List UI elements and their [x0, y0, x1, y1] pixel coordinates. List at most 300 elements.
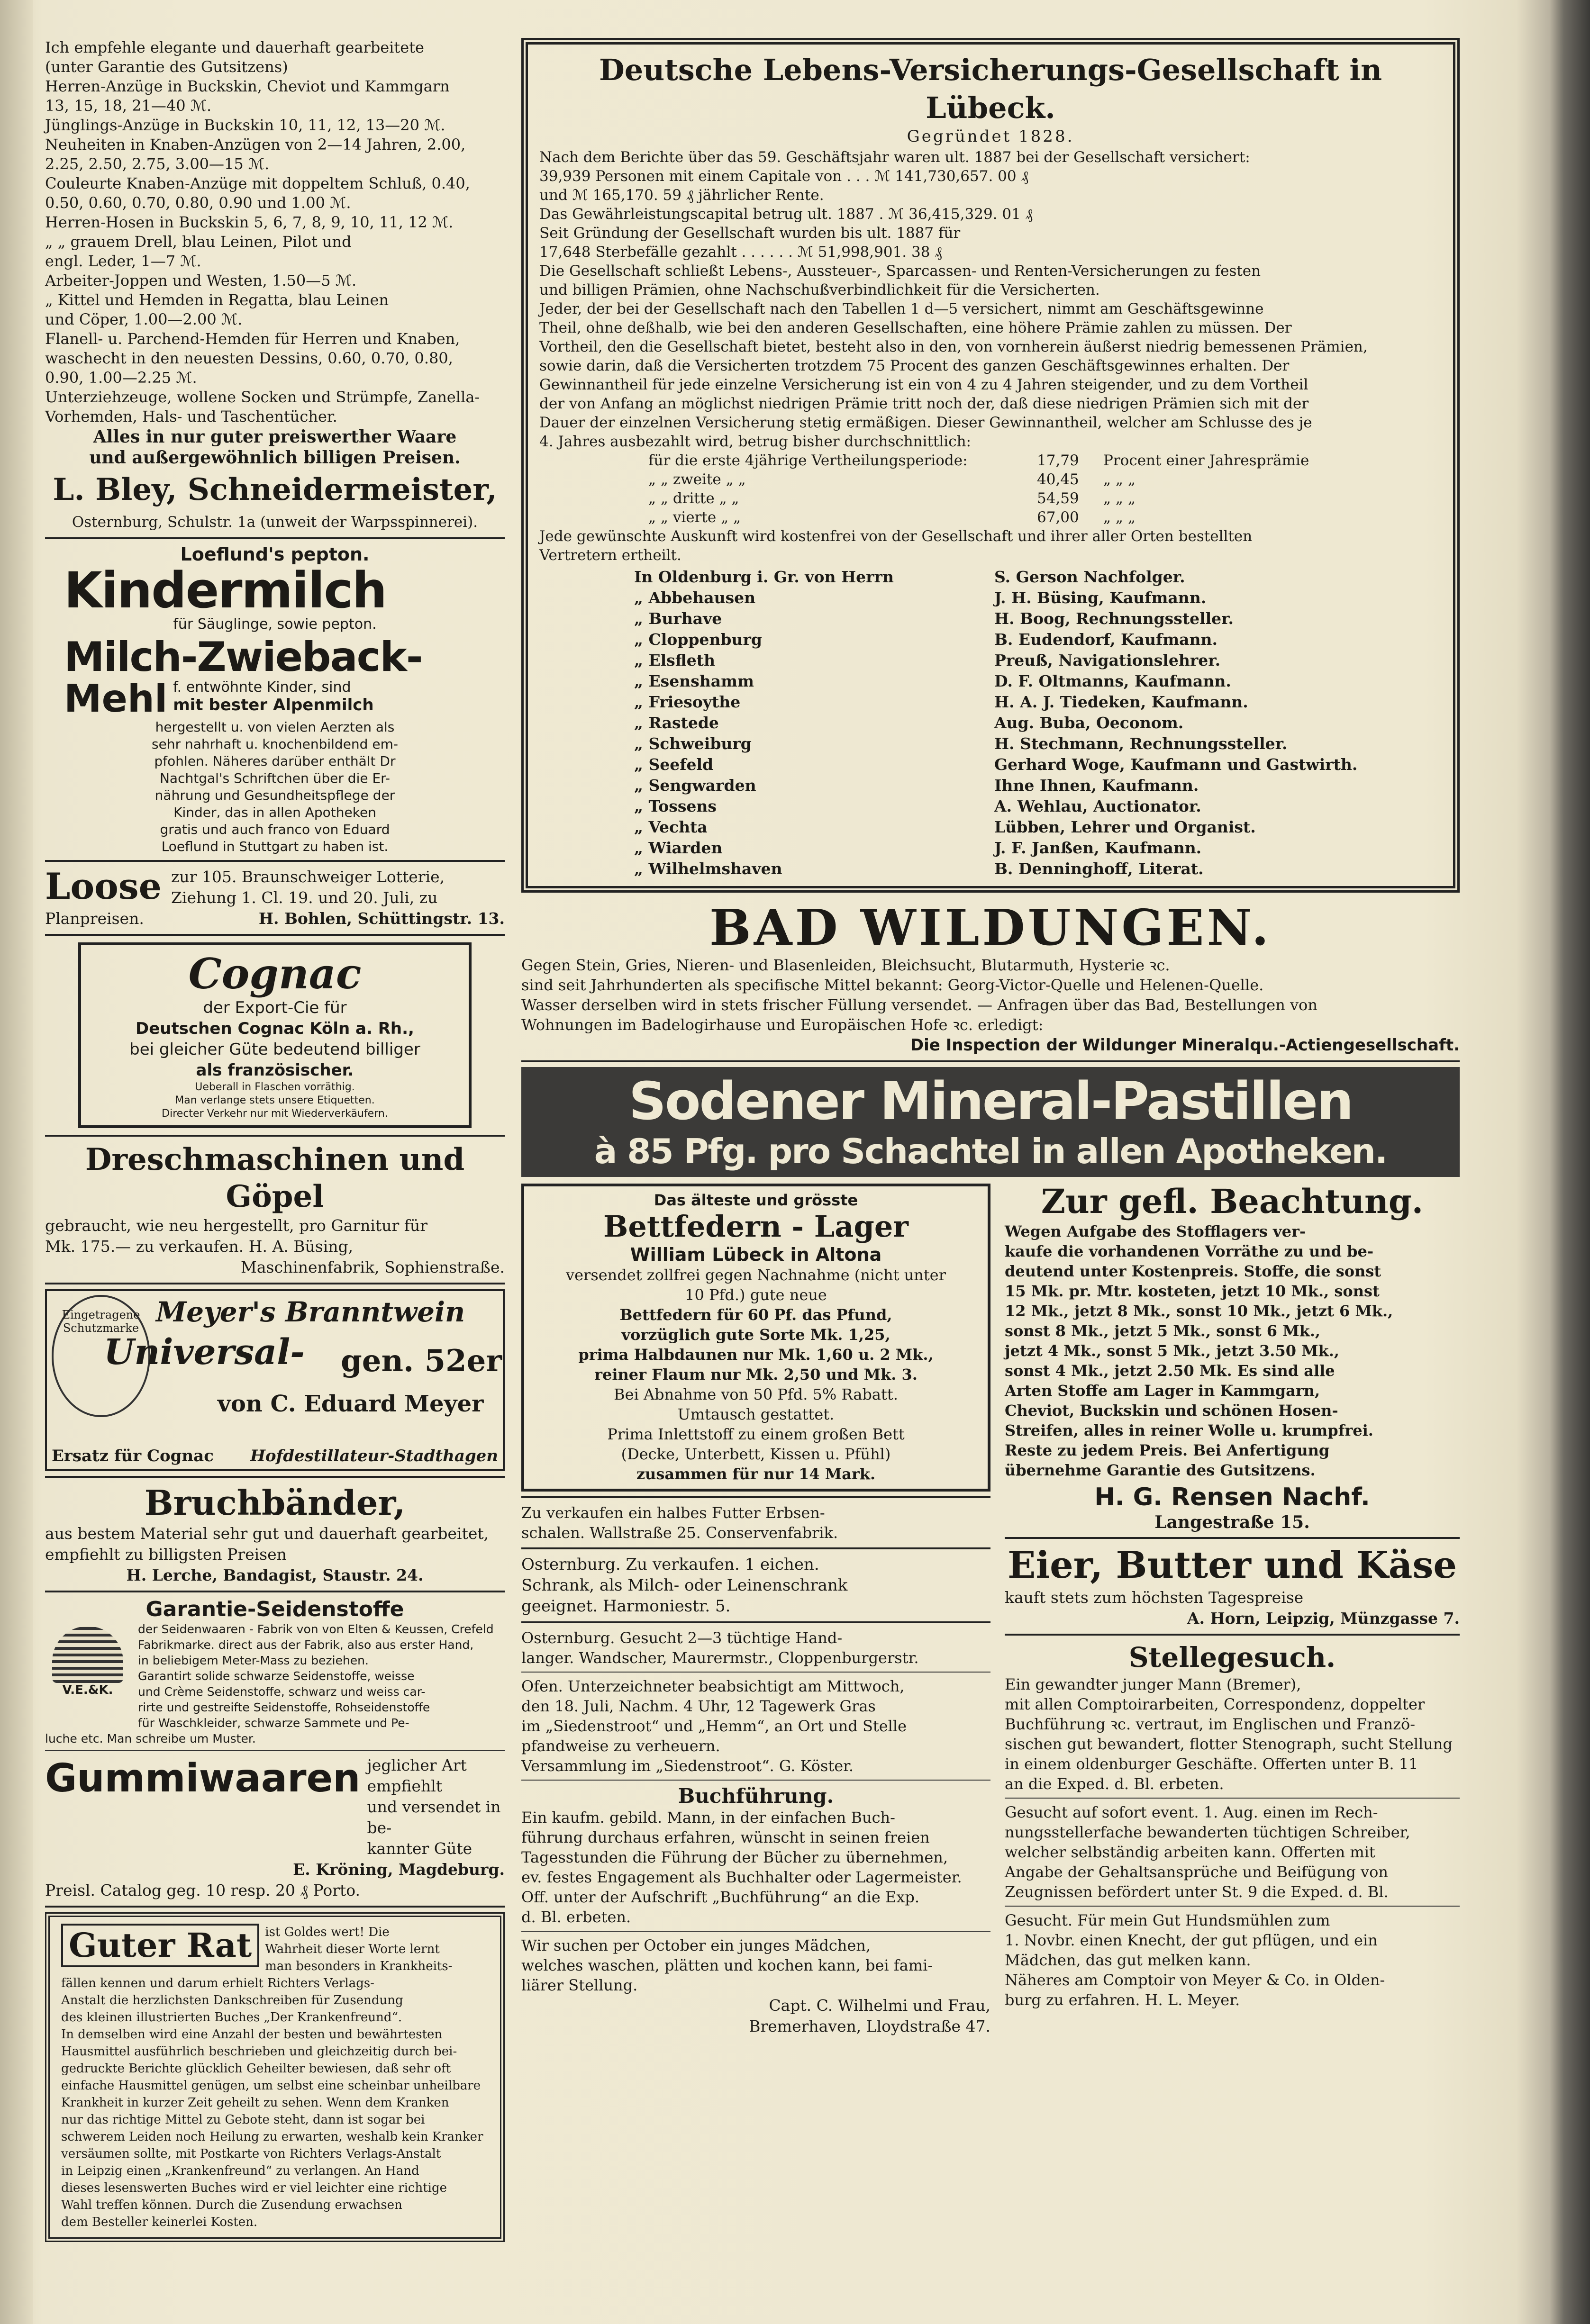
divider: [521, 1060, 1460, 1062]
text-line: burg zu erfahren. H. L. Meyer.: [1005, 1991, 1240, 2009]
dresch-title: Dreschmaschinen und Göpel: [85, 1142, 465, 1214]
text-line: Neuheiten in Knaben-Anzügen von 2—14 Jahren, 2.00,: [45, 136, 466, 154]
beacht-title: Zur gefl. Beachtung.: [1041, 1182, 1424, 1221]
agent-name: H. Boog, Rechnungssteller.: [994, 609, 1234, 628]
period-pct: 67,00: [1037, 509, 1079, 526]
text-line: fällen kennen und darum erhielt Richters Verlags-: [61, 1976, 374, 1990]
gras-ad: [521, 1676, 990, 1776]
text-line: Gegen Stein, Gries, Nieren- und Blasenleiden, Bleichsucht, Blutarmuth, Hysterie ꝛc.: [521, 956, 1170, 974]
agent-row: [634, 796, 1442, 817]
text-line: 0.50, 0.60, 0.70, 0.80, 0.90 und 1.00 ℳ.: [45, 194, 351, 212]
divider: [45, 537, 505, 539]
text-line: sonst 8 Mk., jetzt 5 Mk., sonst 6 Mk.,: [1005, 1322, 1321, 1340]
beacht-text: [1005, 1221, 1460, 1480]
text-line: schwerem Leiden noch Heilung zu erwarten, weshalb kein Kranker: [61, 2130, 483, 2144]
seide-mark-label: V.E.&K.: [62, 1683, 113, 1697]
rensen-address: Langestraße 15.: [1154, 1512, 1310, 1532]
agent-name: A. Wehlau, Auctionator.: [994, 797, 1201, 815]
text-line: Couleurte Knaben-Anzüge mit doppeltem Schluß, 0.40,: [45, 174, 470, 192]
loeflund-ad: [45, 544, 505, 855]
schrank-ad: [521, 1554, 990, 1617]
agent-place: „ Esenshamm: [634, 672, 754, 690]
meyer-gen: gen. 52er: [341, 1343, 502, 1379]
text-line: gedruckte Berichte glücklich Geheilter bewiesen, daß sehr oft: [61, 2062, 451, 2076]
text-line: Nachtgal's Schriftchen über die Er-: [159, 770, 391, 786]
bley-ad: [45, 38, 505, 533]
agent-row: [634, 817, 1442, 838]
agent-row: [634, 629, 1442, 650]
text-line: nährung und Gesundheitspflege der: [154, 787, 395, 803]
text-line: Gesucht. Für mein Gut Hundsmühlen zum: [1005, 1911, 1330, 1929]
period-label: für die erste 4jährige Vertheilungsperiode:: [648, 452, 968, 469]
text-line: 0.90, 1.00—2.25 ℳ.: [45, 369, 197, 387]
text-line: 2.25, 2.50, 2.75, 3.00—15 ℳ.: [45, 155, 270, 173]
period-row: [648, 451, 1442, 470]
text-line: Deutschen Cognac Köln a. Rh.,: [136, 1019, 414, 1038]
meyer-title-2: Universal-: [104, 1332, 305, 1373]
text-line: Arbeiter-Joppen und Westen, 1.50—5 ℳ.: [45, 271, 357, 289]
text-line: Ich empfehle elegante und dauerhaft gearbeitete: [45, 38, 424, 56]
text-line: Dauer der einzelnen Versicherung stetig ermäßigen. Dieser Gewinnantheil, welcher am Schlusse des je: [539, 414, 1312, 431]
period-pct: 54,59: [1037, 490, 1079, 507]
text-line: Herren-Hosen in Buckskin 5, 6, 7, 8, 9, 10, 11, 12 ℳ.: [45, 213, 454, 231]
text-line: Cheviot, Buckskin und schönen Hosen-: [1005, 1402, 1338, 1420]
text-line: Herren-Anzüge in Buckskin, Cheviot und Kammgarn: [45, 77, 450, 95]
agent-place: In Oldenburg i. Gr. von Herrn: [634, 568, 894, 586]
agent-name: D. F. Oltmanns, Kaufmann.: [994, 672, 1231, 690]
text-line: Arten Stoffe am Lager in Kammgarn,: [1005, 1382, 1320, 1400]
agent-row: [634, 650, 1442, 671]
text-line: Loeflund in Stuttgart zu haben ist.: [161, 839, 389, 854]
text-line: versendet zollfrei gegen Nachnahme (nicht unter: [566, 1266, 946, 1284]
soden-line-1: Sodener Mineral-Pastillen: [628, 1071, 1353, 1131]
agent-name: H. Stechmann, Rechnungssteller.: [994, 734, 1288, 753]
bley-slogan-2: und außergewöhnlich billigen Preisen.: [89, 448, 461, 468]
knecht-ad: [1005, 1910, 1460, 2010]
gummi-side-3: kannter Güte: [367, 1839, 472, 1858]
text-line: Das Gewährleistungscapital betrug ult. 1887 . ℳ 36,415,329. 01 ₰: [539, 206, 1033, 223]
text-line: Ueberall in Flaschen vorräthig.: [195, 1081, 355, 1093]
beehive-icon: [52, 1626, 123, 1683]
text-line: des kleinen illustrierten Buches „Der Krankenfreund“.: [61, 2010, 402, 2025]
text-line: Seit Gründung der Gesellschaft wurden bis ult. 1887 für: [539, 225, 961, 242]
text-line: 13, 15, 18, 21—40 ℳ.: [45, 97, 212, 115]
text-line: Wir suchen per October ein junges Mädchen,: [521, 1936, 871, 1954]
gummi-name: E. Kröning, Magdeburg.: [293, 1860, 505, 1879]
text-line: man besonders in Krankheits-: [265, 1959, 453, 1973]
cognac-text: [90, 997, 460, 1121]
text-line: und ℳ 165,170. 59 ₰ jährlicher Rente.: [539, 187, 824, 204]
maedchen-sign-1: Capt. C. Wilhelmi und Frau,: [769, 1996, 990, 2015]
text-line: nur das richtige Mittel zu Gebote steht, dann ist sogar bei: [61, 2113, 425, 2127]
soden-line-2: à 85 Pfg. pro Schachtel in allen Apotheken.: [594, 1131, 1387, 1171]
text-line: Theil, ohne deßhalb, wie bei den anderen Gesellschaften, eine höhere Prämie zahlen zu müssen. Der: [539, 319, 1292, 336]
text-line: Jede gewünschte Auskunft wird kostenfrei von der Gesellschaft und ihrer aller Orten bestellten: [539, 528, 1253, 545]
agent-row: [634, 608, 1442, 629]
divider: [1005, 1634, 1460, 1636]
text-line: Ein kaufm. gebild. Mann, in der einfachen Buch-: [521, 1809, 895, 1827]
beacht-ad: [1005, 1182, 1460, 1532]
dresch-ad: [45, 1141, 505, 1278]
agent-name: Aug. Buba, Oeconom.: [994, 714, 1184, 732]
agent-place: „ Sengwarden: [634, 776, 756, 795]
maedchen-ad: [521, 1935, 990, 2037]
loeflund-body: [64, 719, 486, 855]
text-line: gratis und auch franco von Eduard: [160, 822, 390, 837]
period-label: „ „ zweite „ „: [648, 471, 746, 488]
period-pct: 40,45: [1037, 471, 1079, 488]
loose-title: Loose: [45, 865, 162, 907]
agent-name: J. H. Büsing, Kaufmann.: [994, 588, 1207, 607]
text-line: Buchführung ꝛc. vertraut, im Englischen und Franzö-: [1005, 1715, 1416, 1733]
bett-pre: Das älteste und grösste: [654, 1191, 858, 1209]
period-label: „ „ vierte „ „: [648, 509, 741, 526]
agent-place: „ Vechta: [634, 818, 708, 836]
text-line: Vortheil, den die Gesellschaft bietet, besteht also in den, von vornherein äußerst niedrig bemessenen Prämien,: [539, 338, 1368, 355]
agent-row: [634, 859, 1442, 879]
text-line: Wahl treffen können. Durch die Zusendung erwachsen: [61, 2198, 402, 2212]
text-line: Bei Abnahme von 50 Pfd. 5% Rabatt.: [614, 1385, 898, 1403]
bett-text: [533, 1265, 979, 1484]
text-line: mit allen Comptoirarbeiten, Correspondenz, doppelter: [1005, 1695, 1425, 1713]
agent-name: B. Denninghoff, Literat.: [994, 859, 1204, 878]
divider: [521, 1780, 990, 1781]
loose-line-3a: Planpreisen.: [45, 909, 144, 928]
text-line: Wohnungen im Badelogirhause und Europäischen Hofe ꝛc. erledigt:: [521, 1016, 1044, 1034]
schreiber-ad: [1005, 1802, 1460, 1902]
agent-name: Preuß, Navigationslehrer.: [994, 651, 1221, 669]
text-line: Anstalt die herzlichsten Dankschreiben für Zusendung: [61, 1993, 403, 2008]
text-line: reiner Flaum nur Mk. 2,50 und Mk. 3.: [594, 1365, 918, 1384]
text-line: dieses lesenswerten Buches wird er viel leichter eine richtige: [61, 2181, 447, 2195]
bruch-name: H. Lerche, Bandagist, Staustr. 24.: [126, 1566, 424, 1584]
loeflund-mehl-sub2: mit bester Alpenmilch: [173, 696, 374, 714]
text-line: Off. unter der Aufschrift „Buchführung“ an die Exp.: [521, 1888, 920, 1906]
rat-text: [61, 1924, 489, 2231]
seide-ad: [45, 1597, 505, 1746]
lebens-periods: [539, 451, 1442, 527]
rensen-name: H. G. Rensen Nachf.: [1094, 1483, 1370, 1511]
loeflund-mehl-sub1: f. entwöhnte Kinder, sind: [173, 679, 351, 696]
text-line: „ Kittel und Hemden in Regatta, blau Leinen: [45, 291, 389, 309]
text-line: langer. Wandscher, Maurermstr., Cloppenburgerstr.: [521, 1649, 919, 1667]
agent-name: Lübben, Lehrer und Organist.: [994, 818, 1256, 836]
text-line: Streifen, alles in reiner Wolle u. krumpfrei.: [1005, 1421, 1373, 1439]
text-line: 4. Jahres ausbezahlt wird, betrug bisher durchschnittlich:: [539, 433, 971, 450]
right-subcolumn-left: [521, 1182, 990, 2037]
divider: [1005, 1537, 1460, 1539]
buch-ad: [521, 1784, 990, 1927]
text-line: der Seidenwaaren - Fabrik von von Elten & Keussen, Crefeld: [138, 1622, 494, 1636]
divider: [521, 1672, 990, 1673]
agent-name: Ihne Ihnen, Kaufmann.: [994, 776, 1199, 795]
text-line: Kinder, das in allen Apotheken: [173, 805, 376, 820]
agent-place: „ Seefeld: [634, 755, 714, 774]
gummi-price: Preisl. Catalog geg. 10 resp. 20 ₰ Porto.: [45, 1881, 361, 1899]
agent-name: J. F. Janßen, Kaufmann.: [994, 839, 1202, 857]
text-line: Näheres am Comptoir von Meyer & Co. in Olden-: [1005, 1971, 1385, 1989]
loose-ad: [45, 867, 505, 929]
agent-place: „ Wiarden: [634, 839, 723, 857]
text-line: Unterziehzeuge, wollene Socken und Strümpfe, Zanella-: [45, 388, 480, 406]
text-line: als französischer.: [196, 1061, 354, 1080]
text-line: führung durchaus erfahren, wünscht in seinen freien: [521, 1828, 930, 1846]
text-line: d. Bl. erbeten.: [521, 1908, 631, 1926]
divider: [1005, 1798, 1460, 1799]
bett-name: William Lübeck in Altona: [630, 1244, 882, 1265]
text-line: rirte und gestreifte Seidenstoffe, Rohseidenstoffe: [138, 1700, 430, 1714]
text-line: an die Exped. d. Bl. erbeten.: [1005, 1775, 1224, 1793]
text-line: hergestellt u. von vielen Aerzten als: [155, 719, 395, 735]
text-line: welches waschen, plätten und kochen kann, bei fami-: [521, 1956, 933, 1974]
loeflund-header: Loeflund's pepton.: [180, 544, 370, 565]
text-line: Vertretern ertheilt.: [539, 547, 681, 564]
period-tail: „ „ „: [1103, 490, 1136, 507]
loeflund-kindermilch-sub: für Säuglinge, sowie pepton.: [173, 616, 377, 633]
text-line: ev. festes Engagement als Buchhalter oder Lagermeister.: [521, 1868, 962, 1886]
text-line: sehr nahrhaft u. knochenbildend em-: [152, 736, 398, 752]
bett-title: Bettfedern - Lager: [603, 1209, 909, 1244]
text-line: Prima Inlettstoff zu einem großen Bett: [607, 1425, 905, 1443]
lebens-text: [539, 148, 1442, 451]
cognac-logo: Cognac: [188, 949, 362, 998]
text-line: Hausmittel ausführlich beschrieben und gleichzeitig durch bei-: [61, 2044, 457, 2059]
divider: [1005, 1906, 1460, 1907]
text-line: im „Siedenstroot“ und „Hemm“, an Ort und Stelle: [521, 1717, 907, 1735]
left-column: [45, 38, 505, 2245]
text-line: Wegen Aufgabe des Stofflagers ver-: [1005, 1222, 1306, 1240]
text-line: Gewinnantheil für jede einzelne Versicherung ist ein von 4 zu 4 Jahren steigender, und zu dem Vortheil: [539, 376, 1308, 393]
text-line: übernehme Garantie des Gutsitzens.: [1005, 1461, 1316, 1479]
text-line: luche etc. Man schreibe um Muster.: [45, 1732, 256, 1745]
seide-mark: [45, 1626, 130, 1721]
buch-title: Buchführung.: [678, 1784, 834, 1808]
text-line: geeignet. Harmoniestr. 5.: [521, 1597, 731, 1616]
text-line: Krankheit in kurzer Zeit geheilt zu sehen. Wenn dem Kranken: [61, 2096, 449, 2110]
text-line: Gesucht auf sofort event. 1. Aug. einen im Rech-: [1005, 1803, 1378, 1821]
meyer-seal-text: Eingetragene Schutzmarke: [62, 1308, 140, 1335]
text-line: in Leipzig einen „Krankenfreund“ zu verlangen. An Hand: [61, 2164, 419, 2178]
divider: [45, 1906, 505, 1908]
loose-line-2: Ziehung 1. Cl. 19. und 20. Juli, zu: [171, 888, 438, 907]
agent-place: „ Rastede: [634, 714, 719, 732]
meyer-ad: [45, 1289, 505, 1471]
text-line: prima Halbdaunen nur Mk. 1,60 u. 2 Mk.,: [578, 1346, 934, 1364]
period-row: [648, 470, 1442, 489]
text-line: sowie darin, daß die Versicherten trotzdem 75 Procent des ganzen Geschäftsgewinnes erhalten. Der: [539, 357, 1290, 374]
agent-place: „ Abbehausen: [634, 588, 756, 607]
text-line: waschecht in den neuesten Dessins, 0.60, 0.70, 0.80,: [45, 349, 453, 367]
lebens-footer: [539, 527, 1442, 565]
text-line: und Cöper, 1.00—2.00 ℳ.: [45, 310, 243, 328]
text-line: Tagesstunden die Führung der Bücher zu übernehmen,: [521, 1848, 948, 1866]
eier-ad: [1005, 1544, 1460, 1629]
text-line: Versammlung im „Siedenstroot“. G. Köster.: [521, 1757, 854, 1775]
text-line: Ofen. Unterzeichneter beabsichtigt am Mittwoch,: [521, 1677, 905, 1695]
seide-title: Garantie-Seidenstoffe: [145, 1597, 404, 1621]
text-line: Garantirt solide schwarze Seidenstoffe, weisse: [138, 1669, 415, 1683]
gummi-side-1: jeglicher Art empfiehlt: [367, 1756, 467, 1795]
text-line: Schrank, als Milch- oder Leinenschrank: [521, 1576, 848, 1595]
agent-place: „ Cloppenburg: [634, 630, 762, 649]
agent-list: [539, 567, 1442, 879]
agent-row: [634, 671, 1442, 692]
text-line: Zu verkaufen ein halbes Futter Erbsen-: [521, 1504, 825, 1522]
agent-place: „ Tossens: [634, 797, 717, 815]
text-line: pfandweise zu verheuern.: [521, 1737, 720, 1755]
text-line: dem Besteller keinerlei Kosten.: [61, 2215, 258, 2229]
agent-row: [634, 588, 1442, 608]
text-line: Wasser derselben wird in stets frischer Füllung versendet. — Anfragen über das Bad, Bestellungen von: [521, 996, 1317, 1014]
rat-title: Guter Rat: [61, 1924, 259, 1967]
text-line: in einem oldenburger Geschäfte. Offerten unter B. 11: [1005, 1755, 1418, 1773]
soden-ad: [521, 1067, 1460, 1177]
text-line: Wahrheit dieser Worte lernt: [265, 1942, 440, 1956]
eier-line: kauft stets zum höchsten Tagespreise: [1005, 1588, 1304, 1607]
text-line: deutend unter Kostenpreis. Stoffe, die sonst: [1005, 1262, 1381, 1280]
wild-sign: Die Inspection der Wildunger Mineralqu.-Actiengesellschaft.: [910, 1036, 1460, 1055]
eier-name: A. Horn, Leipzig, Münzgasse 7.: [1187, 1609, 1460, 1628]
eier-title: Eier, Butter und Käse: [1008, 1544, 1457, 1587]
text-line: Nach dem Berichte über das 59. Geschäftsjahr waren ult. 1887 bei der Gesellschaft versichert:: [539, 149, 1250, 166]
meyer-by: von C. Eduard Meyer: [218, 1391, 484, 1417]
text-line: versäumen sollte, mit Postkarte von Richters Verlags-Anstalt: [61, 2147, 441, 2161]
text-line: vorzüglich gute Sorte Mk. 1,25,: [621, 1326, 890, 1344]
text-line: Bettfedern für 60 Pf. das Pfund,: [619, 1306, 892, 1324]
text-line: Mädchen, das gut melken kann.: [1005, 1951, 1251, 1969]
loeflund-kindermilch: Kindermilch: [64, 561, 386, 619]
text-line: in beliebigem Meter-Mass zu beziehen.: [138, 1654, 369, 1667]
gummi-ad: [45, 1755, 505, 1901]
text-line: der Export-Cie für: [203, 998, 347, 1017]
divider: [45, 1283, 505, 1284]
divider: [45, 1750, 505, 1751]
text-line: kaufe die vorhandenen Vorräthe zu und be-: [1005, 1242, 1374, 1260]
text-line: der von Anfang an möglichst niedrigen Prämie tritt noch der, daß diese niedrigen Prämien sich mit der: [539, 395, 1309, 412]
agent-name: Gerhard Woge, Kaufmann und Gastwirth.: [994, 755, 1358, 774]
text-line: pfohlen. Näheres darüber enthält Dr: [154, 753, 396, 769]
bley-name: L. Bley, Schneidermeister,: [53, 472, 497, 507]
text-line: Flanell- u. Parchend-Hemden für Herren und Knaben,: [45, 330, 460, 348]
agent-row: [634, 692, 1442, 713]
text-line: „ „ grauem Drell, blau Leinen, Pilot und: [45, 233, 352, 251]
stelle-text: [1005, 1674, 1460, 1794]
meyer-bottom-left: Ersatz für Cognac: [52, 1447, 214, 1465]
bley-address: Osternburg, Schulstr. 1a (unweit der Warpsspinnerei).: [72, 514, 478, 531]
agent-row: [634, 713, 1442, 733]
loeflund-zwieback: Milch-Zwieback-: [64, 633, 422, 681]
futter-ad: [521, 1503, 990, 1543]
loose-line-3b: H. Bohlen, Schüttingstr. 13.: [258, 909, 505, 928]
dresch-line-1: gebraucht, wie neu hergestellt, pro Garnitur für: [45, 1216, 427, 1235]
lebens-ad: [521, 38, 1460, 893]
stelle-ad: [1005, 1640, 1460, 1794]
text-line: Osternburg. Zu verkaufen. 1 eichen.: [521, 1555, 819, 1574]
agent-name: S. Gerson Nachfolger.: [994, 568, 1185, 586]
period-row: [648, 489, 1442, 508]
lebens-title: Deutsche Lebens-Versicherungs-Gesellschaft in Lübeck.: [599, 53, 1382, 125]
right-column: [521, 38, 1460, 2037]
bruch-line-1: aus bestem Material sehr gut und dauerhaft gearbeitet,: [45, 1524, 489, 1543]
wild-ad: [521, 900, 1460, 1056]
cognac-ad: [78, 942, 472, 1128]
divider: [45, 860, 505, 862]
text-line: In demselben wird eine Anzahl der besten und bewährtesten: [61, 2027, 443, 2042]
text-line: Directer Verkehr nur mit Wiederverkäufern.: [162, 1108, 388, 1120]
agent-row: [634, 838, 1442, 859]
text-line: Angabe der Gehaltsansprüche und Beifügung von: [1005, 1863, 1388, 1881]
maedchen-sign-2: Bremerhaven, Lloydstraße 47.: [749, 2017, 990, 2035]
text-line: bei gleicher Güte bedeutend billiger: [129, 1040, 420, 1059]
loose-line-1: zur 105. Braunschweiger Lotterie,: [171, 868, 445, 886]
bett-ad: [521, 1184, 990, 1492]
text-line: jetzt 4 Mk., sonst 5 Mk., jetzt 3.50 Mk.,: [1005, 1342, 1339, 1360]
bley-slogan-1: Alles in nur guter preiswerther Waare: [93, 427, 457, 447]
bruch-title: Bruchbänder,: [144, 1483, 406, 1523]
agent-row: [634, 754, 1442, 775]
gummi-title: Gummiwaaren: [45, 1756, 361, 1801]
bruch-ad: [45, 1483, 505, 1586]
page-binding: [0, 0, 33, 2324]
maedchen-text: [521, 1935, 990, 1995]
period-tail: „ „ „: [1103, 509, 1136, 526]
period-row: [648, 508, 1442, 527]
text-line: sischen gut bewandert, flotter Stenograph, sucht Stellung: [1005, 1735, 1453, 1753]
divider: [45, 1135, 505, 1137]
text-line: Man verlange stets unsere Etiquetten.: [175, 1094, 375, 1106]
divider: [45, 1476, 505, 1478]
text-line: den 18. Juli, Nachm. 4 Uhr, 12 Tagewerk Gras: [521, 1697, 876, 1715]
period-tail: „ „ „: [1103, 471, 1136, 488]
agent-place: „ Wilhelmshaven: [634, 859, 782, 878]
agent-place: „ Elsfleth: [634, 651, 715, 669]
text-line: welcher selbständig arbeiten kann. Offerten mit: [1005, 1843, 1375, 1861]
text-line: Reste zu jedem Preis. Bei Anfertigung: [1005, 1441, 1330, 1459]
text-line: 1. Novbr. einen Knecht, der gut pflügen, und ein: [1005, 1931, 1378, 1949]
text-line: 17,648 Sterbefälle gezahlt . . . . . . ℳ 51,998,901. 38 ₰: [539, 244, 942, 261]
bley-text: [45, 38, 505, 426]
wild-title: BAD WILDUNGEN.: [709, 898, 1272, 957]
text-line: 10 Pfd.) gute neue: [685, 1286, 827, 1304]
handlanger-ad: [521, 1628, 990, 1668]
text-line: 12 Mk., jetzt 8 Mk., sonst 10 Mk., jetzt 6 Mk.,: [1005, 1302, 1393, 1320]
agent-name: H. A. J. Tiedeken, Kaufmann.: [994, 693, 1248, 711]
agent-place: „ Friesoythe: [634, 693, 741, 711]
text-line: sonst 4 Mk., jetzt 2.50 Mk. Es sind alle: [1005, 1362, 1335, 1380]
divider: [521, 1931, 990, 1932]
meyer-title-1: Meyer's Branntwein: [156, 1296, 465, 1328]
right-subcolumn-right: [1005, 1182, 1460, 2010]
lebens-founded: Gegründet 1828.: [907, 127, 1074, 146]
text-line: und Crème Seidenstoffe, schwarz und weiss car-: [138, 1685, 426, 1699]
text-line: ist Goldes wert! Die: [265, 1925, 390, 1939]
text-line: Umtausch gestattet.: [677, 1405, 835, 1423]
stelle-title: Stellegesuch.: [1128, 1641, 1336, 1673]
text-line: Osternburg. Gesucht 2—3 tüchtige Hand-: [521, 1629, 843, 1647]
text-line: sind seit Jahrhunderten als specifische Mittel bekannt: Georg-Victor-Quelle und Helenen-Quelle.: [521, 976, 1264, 994]
text-line: liärer Stellung.: [521, 1976, 638, 1994]
divider: [521, 1496, 990, 1498]
text-line: (unter Garantie des Gutsitzens): [45, 58, 288, 76]
text-line: Jeder, der bei der Gesellschaft nach den Tabellen 1 d—5 versichert, nimmt am Geschäftsgewinne: [539, 300, 1264, 317]
divider: [45, 1591, 505, 1592]
agent-place: „ Burhave: [634, 609, 722, 628]
text-line: und billigen Prämien, ohne Nachschußverbindlichkeit für die Versicherten.: [539, 281, 1100, 298]
text-line: nungsstellerfache bewanderten tüchtigen Schreiber,: [1005, 1823, 1410, 1841]
gummi-side-2: und versendet in be-: [367, 1798, 501, 1837]
text-line: einfache Hausmittel genügen, um selbst eine scheinbar unheilbare: [61, 2079, 481, 2093]
text-line: 39,939 Personen mit einem Capitale von . . . ℳ 141,730,657. 00 ₰: [539, 168, 1028, 185]
